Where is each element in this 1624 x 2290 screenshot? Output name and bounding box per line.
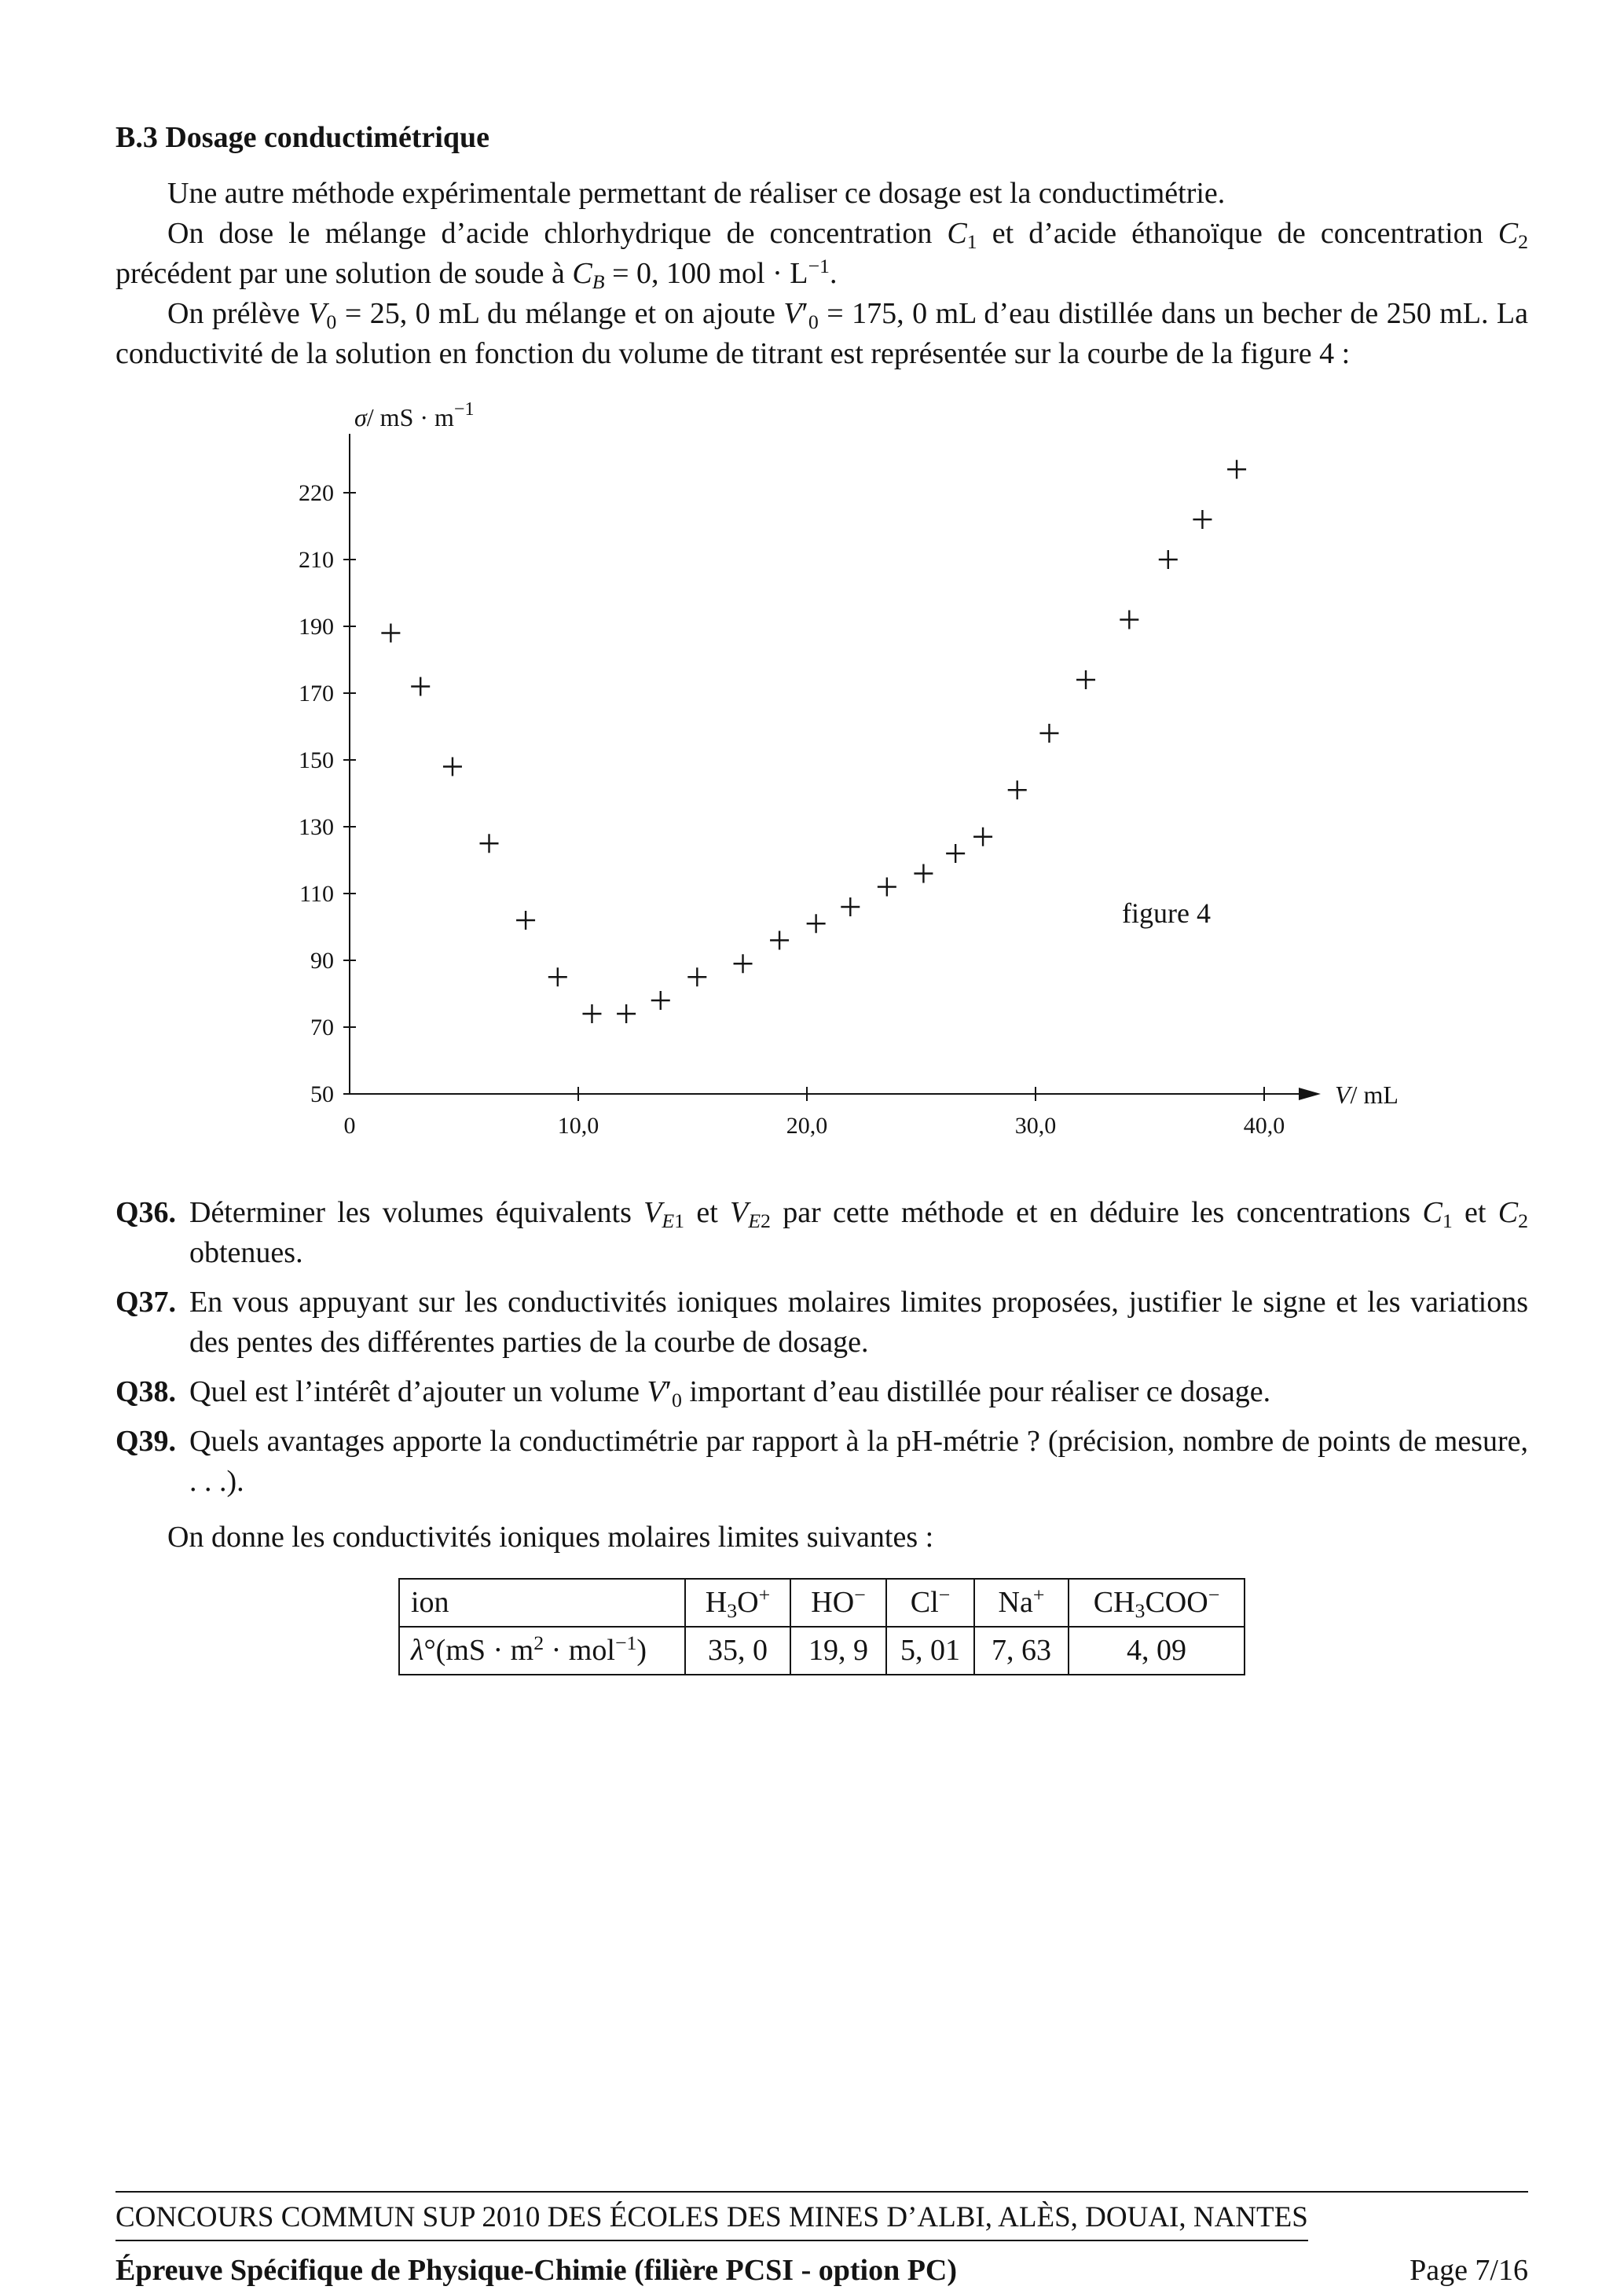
x-axis-label: V/ mL [1335,1081,1399,1109]
table-value-row [399,1627,1245,1675]
table-cell-ch3coo: $CH_3COO^-$ [1069,1579,1245,1627]
paragraph-dosage: On dose le mélange d’acide chlorhydrique de concentration $C_1$ et d’acide éthanoïque de concentration $C_2$ précédent par une solution de soude à $C_B = 0$, 100 mol · $L^{-1}$. [115,217,1529,293]
conductivity-table [398,1578,1245,1675]
paragraph-intro: Une autre méthode expérimentale permettant de réaliser ce dosage est la conductimétrie. [167,177,1226,210]
figure-annotation: figure 4 [1122,897,1211,929]
table-cell-value: 4, 09 [1069,1627,1245,1675]
table-cell-h3o: $H_3O^+$ [685,1579,790,1627]
footer-page-number: Page 7/16 [1410,2254,1528,2287]
table-cell-value: 35, 0 [685,1627,790,1675]
question-label: Q39. [115,1425,177,1458]
chart-canvas [283,395,1430,1149]
question-q37 [115,1283,1528,1363]
y-tick-label: 190 [299,614,334,640]
page-footer [115,2191,1528,2290]
y-tick-label: 220 [299,480,334,506]
y-axis-label: σ/ mS · $m^{-1}$ [354,399,475,431]
y-tick-label: 130 [299,814,334,840]
x-tick-label: 30,0 [1014,1113,1057,1139]
table-cell-value: 5, 01 [886,1627,974,1675]
section-heading: B.3 Dosage conductimétrique [115,121,490,154]
table-header-row [399,1579,1245,1627]
y-tick-label: 90 [310,948,334,974]
question-q39 [115,1422,1528,1502]
figure-4-chart [283,395,1430,1149]
x-tick-label: 20,0 [786,1113,828,1139]
x-axis-arrowhead [1299,1088,1321,1100]
y-tick-label: 110 [299,881,334,907]
x-tick-label: 40,0 [1243,1113,1285,1139]
question-text: En vous appuyant sur les conductivités ioniques molaires limites proposées, justifier le signe et les variations des pentes des différentes parties de la courbe de dosage. [189,1286,1528,1359]
table-cell-value: 19, 9 [790,1627,886,1675]
question-q36 [115,1193,1528,1273]
x-tick-label: 10,0 [557,1113,599,1139]
page-content [115,118,1528,1675]
question-label: Q37. [115,1286,177,1319]
table-cell-lambda: $\lambda^\circ(mS \cdot m^2 \cdot mol^{-1})$ [399,1627,685,1675]
footer-exam-title: Épreuve Spécifique de Physique-Chimie (filière PCSI - option PC) [115,2254,958,2287]
table-cell-na: Na+ [974,1579,1069,1627]
y-tick-label: 210 [299,547,334,573]
footer-concours-text: CONCOURS COMMUN SUP 2010 DES ÉCOLES DES MINES D’ALBI, ALÈS, DOUAI, NANTES [115,2200,1308,2241]
table-cell-ho: HO− [790,1579,886,1627]
table-cell-cl: Cl− [886,1579,974,1627]
question-q38 [115,1372,1528,1412]
table-cell-ion: ion [399,1579,685,1627]
question-label: Q36. [115,1196,177,1229]
question-label: Q38. [115,1375,177,1408]
question-text: Quels avantages apporte la conductimétrie par rapport à la pH-métrie ? (précision, nombre de points de mesure, . . .). [189,1425,1528,1498]
question-text: Quel est l’intérêt d’ajouter un volume $V'_0$ important d’eau distillée pour réaliser ce dosage. [189,1375,1271,1411]
y-tick-label: 70 [310,1015,334,1040]
x-tick-label: 0 [343,1113,356,1139]
footer-concours-line [115,2193,1528,2241]
y-tick-label: 50 [310,1081,334,1107]
y-tick-label: 170 [299,681,334,706]
paragraph-prelevement: On prélève $V_0 = 25$, 0 mL du mélange et on ajoute $V'_0 = 175$, 0 mL d’eau distillée dans un becher de 250 mL. La conductivité de la solution en fonction du volume de titrant est représentée sur la courbe de la figure 4 : [115,297,1528,370]
question-text: Déterminer les volumes équivalents $V_{E1}$ et $V_{E2}$ par cette méthode et en déduire les concentrations $C_1$ et $C_2$ obtenues. [189,1196,1528,1269]
table-intro: On donne les conductivités ioniques molaires limites suivantes : [167,1521,934,1554]
table-cell-value: 7, 63 [974,1627,1069,1675]
footer-bottom-line [115,2241,1528,2290]
y-tick-label: 150 [299,747,334,773]
